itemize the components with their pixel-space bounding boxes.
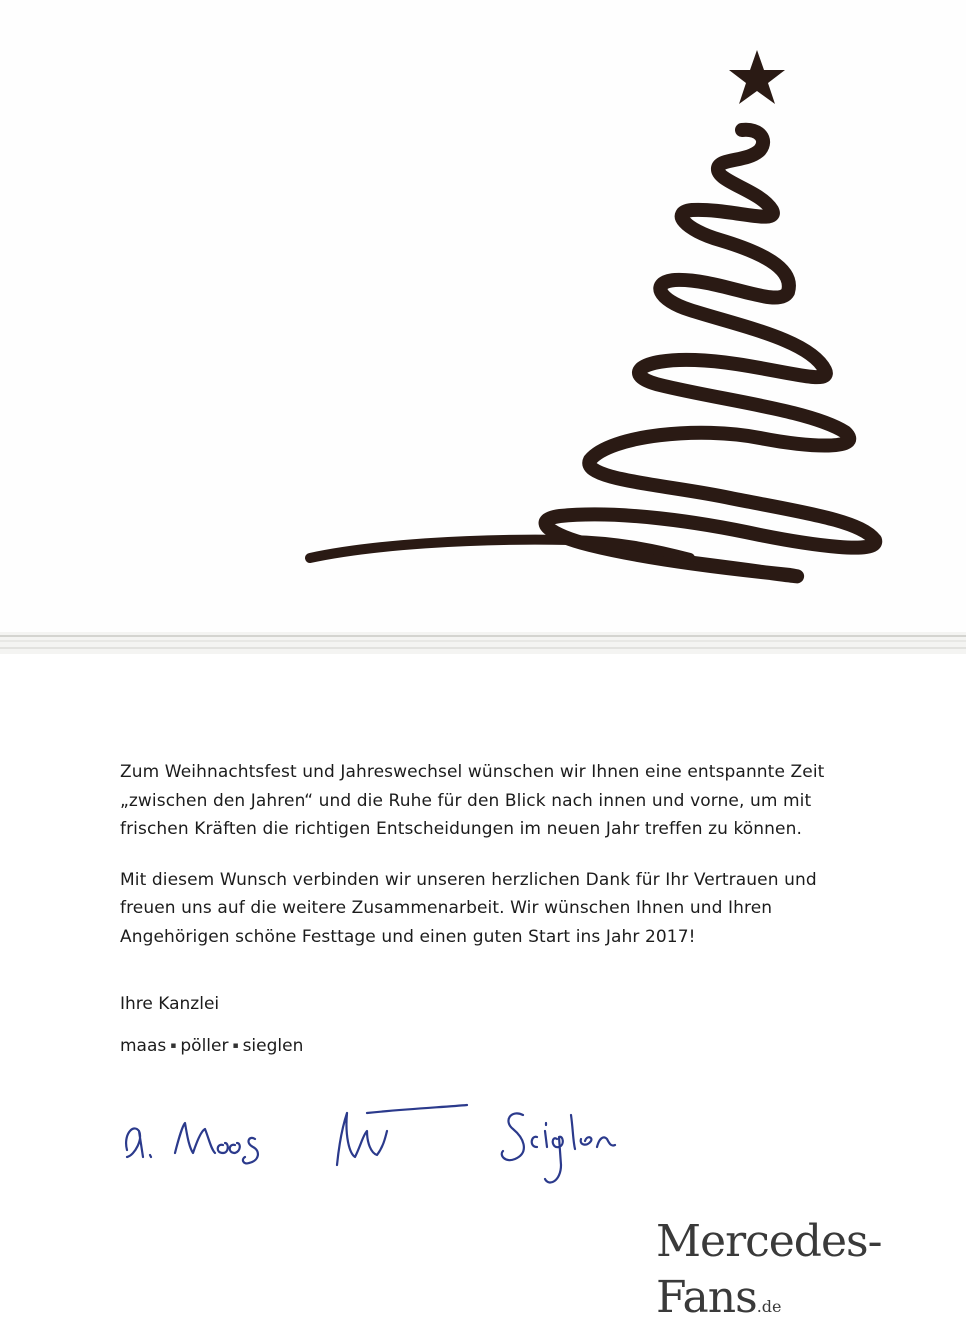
paragraph-1: Zum Weihnachtsfest und Jahreswechsel wünschen wir Ihnen eine entspannte Zeit „zwischen den Jahren“ und die Ruhe für den Blick nach innen und vorne, um mit frischen Kräften die richtigen Entscheidungen im neuen Jahr treffen zu können.	[120, 762, 825, 839]
star-icon	[729, 50, 785, 104]
firm-name-3: sieglen	[242, 1036, 304, 1056]
firm-name-1: maas	[120, 1036, 167, 1056]
separator-2: ▪	[232, 1041, 239, 1051]
watermark-tld: .de	[756, 1297, 782, 1316]
letter-body	[120, 758, 830, 951]
signature-sieglen	[502, 1113, 615, 1182]
handwritten-signatures	[105, 1095, 625, 1205]
tree-spiral	[546, 130, 876, 577]
signature-maas	[126, 1123, 258, 1163]
signature-poeller	[337, 1105, 467, 1165]
watermark-text: Mercedes-Fans	[656, 1216, 882, 1323]
christmas-tree-icon	[290, 40, 890, 600]
firm-name-2: pöller	[180, 1036, 229, 1056]
card-front	[0, 0, 966, 640]
separator-1: ▪	[170, 1041, 177, 1051]
card-fold	[0, 632, 966, 654]
paragraph-2: Mit diesem Wunsch verbinden wir unseren herzlichen Dank für Ihr Vertrauen und freuen uns auf die weitere Zusammenarbeit. Wir wünschen Ihnen und Ihren Angehörigen schöne Festtage und einen guten Start ins Jahr 2017!	[120, 869, 817, 947]
greeting: Ihre Kanzlei	[120, 994, 220, 1014]
firm-name	[120, 1036, 303, 1056]
watermark-logo	[656, 1214, 966, 1335]
